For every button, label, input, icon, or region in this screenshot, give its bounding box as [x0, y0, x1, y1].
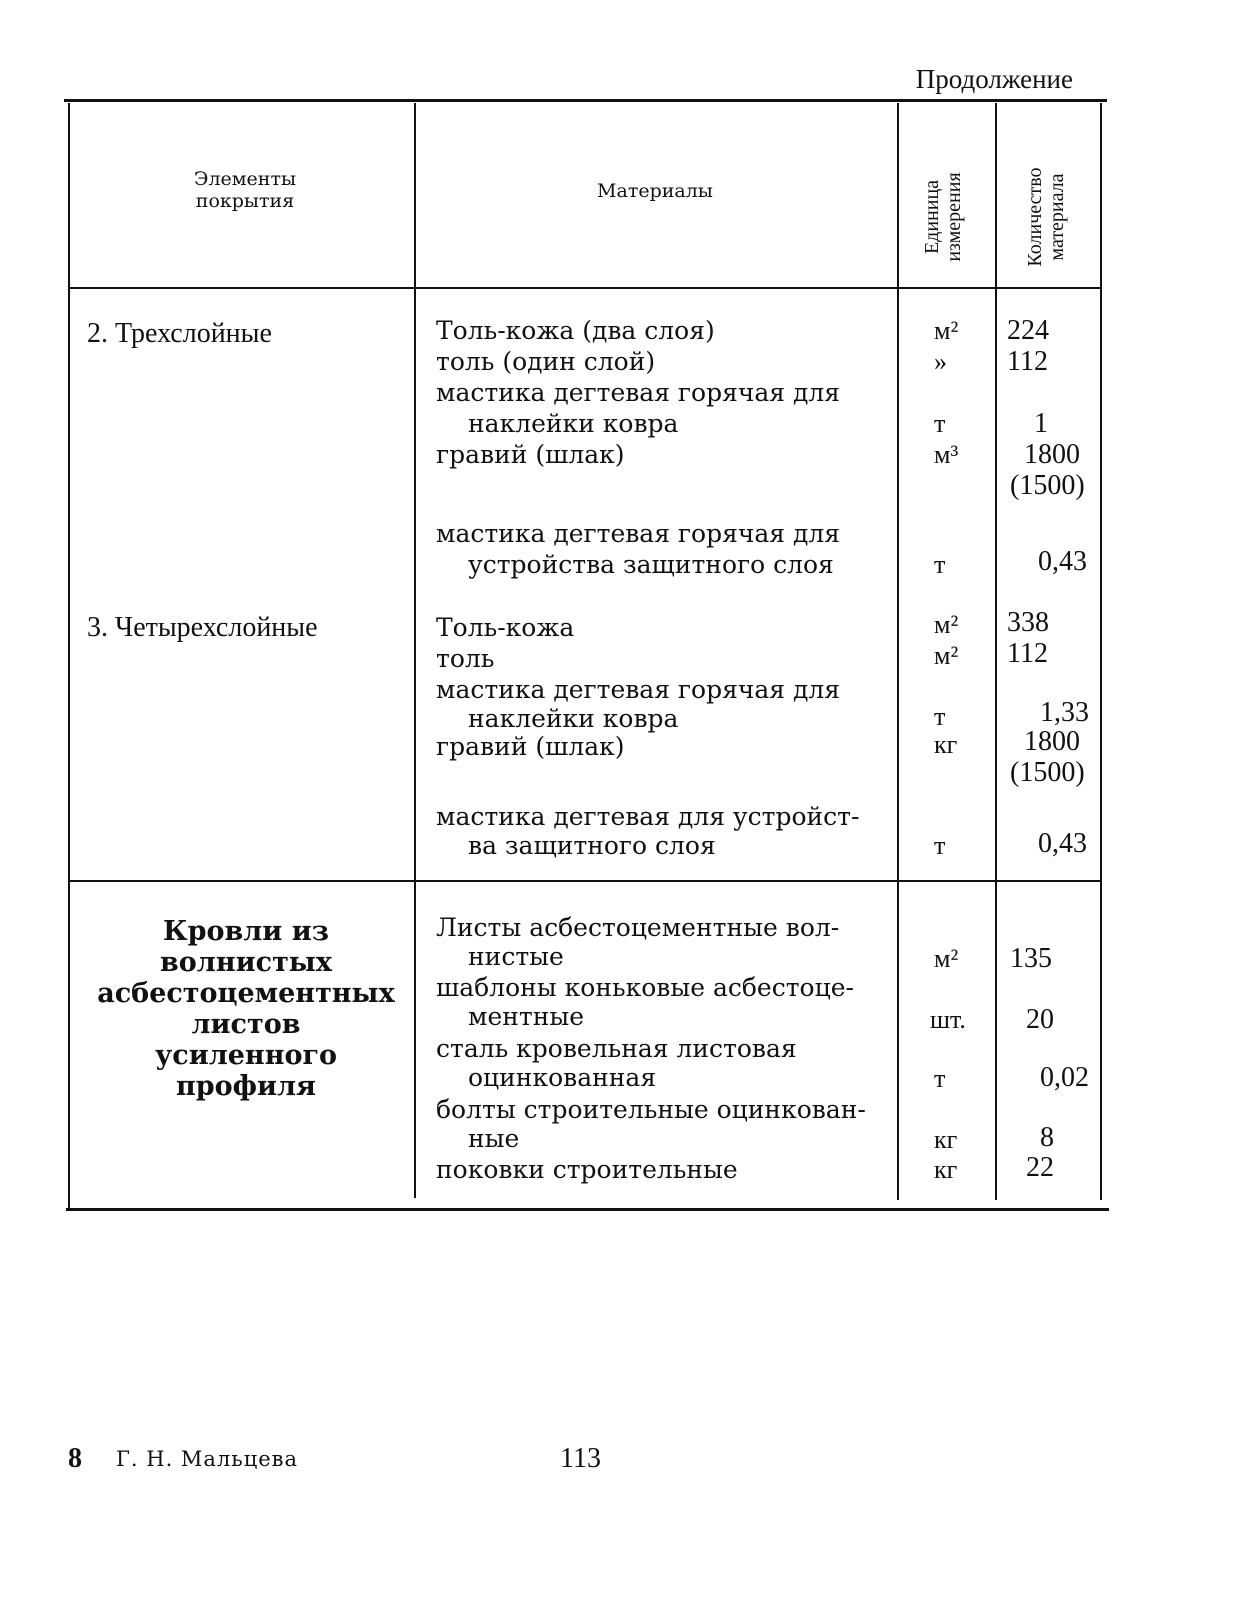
material-cell-cont: наклейки ковра — [468, 409, 679, 438]
unit-cell: » — [934, 347, 947, 376]
unit-cell: кг — [934, 730, 958, 759]
material-cell-cont: устройства защитного слоя — [468, 550, 834, 579]
material-cell-cont: ментные — [468, 1002, 585, 1031]
quantity-cell: 20 — [1026, 1004, 1054, 1035]
quantity-cell: 112 — [1007, 346, 1048, 377]
material-cell-cont: ные — [468, 1124, 520, 1153]
material-cell: Листы асбестоцементные вол- — [436, 913, 840, 942]
material-cell: шаблоны коньковые асбестоце- — [436, 973, 854, 1002]
material-cell: мастика дегтевая горячая для — [436, 519, 841, 548]
column-divider-materials — [414, 103, 416, 1198]
material-cell-cont: нистые — [468, 942, 564, 971]
quantity-cell-alt: (1500) — [1010, 470, 1085, 501]
table-right-border — [1100, 103, 1102, 1200]
material-cell: гравий (шлак) — [436, 732, 625, 761]
unit-cell: т — [934, 831, 946, 860]
quantity-cell: 0,43 — [1038, 828, 1087, 859]
material-cell-cont: наклейки ковра — [468, 704, 679, 733]
header-materials: Материалы — [597, 180, 713, 202]
table-bottom-rule — [66, 1208, 1109, 1211]
material-cell-cont: ва защитного слоя — [468, 831, 716, 860]
author-name: Г. Н. Мальцева — [116, 1447, 298, 1471]
group-title-three-layer: 2. Трехслойные — [87, 318, 272, 349]
quantity-cell: 338 — [1007, 607, 1049, 638]
material-cell-cont: оцинкованная — [468, 1063, 657, 1092]
material-cell: толь — [436, 644, 495, 673]
material-cell: мастика дегтевая горячая для — [436, 675, 841, 704]
table-left-border — [68, 103, 70, 1208]
signature-number: 8 — [68, 1443, 82, 1474]
unit-cell: м² — [934, 610, 959, 639]
quantity-cell: 112 — [1007, 638, 1048, 669]
column-divider-quantity — [995, 103, 997, 1200]
unit-cell: т — [934, 409, 946, 438]
unit-cell: кг — [934, 1125, 958, 1154]
quantity-cell: 0,43 — [1038, 546, 1087, 577]
header-unit: Единица измерения — [921, 172, 965, 262]
quantity-cell: 8 — [1040, 1122, 1054, 1153]
page-number: 113 — [560, 1443, 601, 1474]
material-cell: болты строительные оцинкован- — [436, 1095, 866, 1124]
quantity-cell: 224 — [1007, 315, 1049, 346]
group-title-four-layer: 3. Четырехслойные — [87, 612, 318, 643]
quantity-cell: 22 — [1026, 1152, 1054, 1183]
header-elements: Элементы покрытия — [193, 168, 297, 212]
unit-cell: кг — [934, 1155, 958, 1184]
quantity-cell: 1800 — [1024, 439, 1080, 470]
quantity-cell: 1 — [1034, 408, 1048, 439]
unit-cell: т — [934, 1064, 946, 1093]
quantity-cell: 1800 — [1024, 726, 1080, 757]
header-quantity: Количество материала — [1024, 167, 1068, 267]
unit-cell: м³ — [934, 440, 959, 469]
material-cell: поковки строительные — [436, 1155, 738, 1184]
continued-label: Продолжение — [915, 64, 1073, 94]
material-cell: мастика дегтевая для устройст- — [436, 802, 860, 831]
group-title-corrugated: Кровли из волнистых асбестоцементных листов усиленного профиля — [97, 916, 395, 1102]
unit-cell: м² — [934, 944, 959, 973]
unit-cell: м² — [934, 316, 959, 345]
unit-cell: м² — [934, 641, 959, 670]
section-divider-rule — [68, 880, 1102, 882]
column-divider-unit — [897, 103, 899, 1200]
material-cell: Толь-кожа — [436, 613, 575, 642]
unit-cell: шт. — [930, 1005, 966, 1034]
unit-cell: т — [934, 550, 946, 579]
quantity-cell: 1,33 — [1040, 697, 1089, 728]
unit-cell: т — [934, 702, 946, 731]
material-cell: сталь кровельная листовая — [436, 1034, 797, 1063]
quantity-cell: 0,02 — [1040, 1062, 1089, 1093]
quantity-cell: 135 — [1010, 943, 1052, 974]
material-cell: толь (один слой) — [436, 347, 656, 376]
material-cell: Толь-кожа (два слоя) — [436, 316, 715, 345]
quantity-cell-alt: (1500) — [1010, 757, 1085, 788]
material-cell: мастика дегтевая горячая для — [436, 378, 841, 407]
material-cell: гравий (шлак) — [436, 440, 625, 469]
table-top-rule — [64, 99, 1107, 102]
